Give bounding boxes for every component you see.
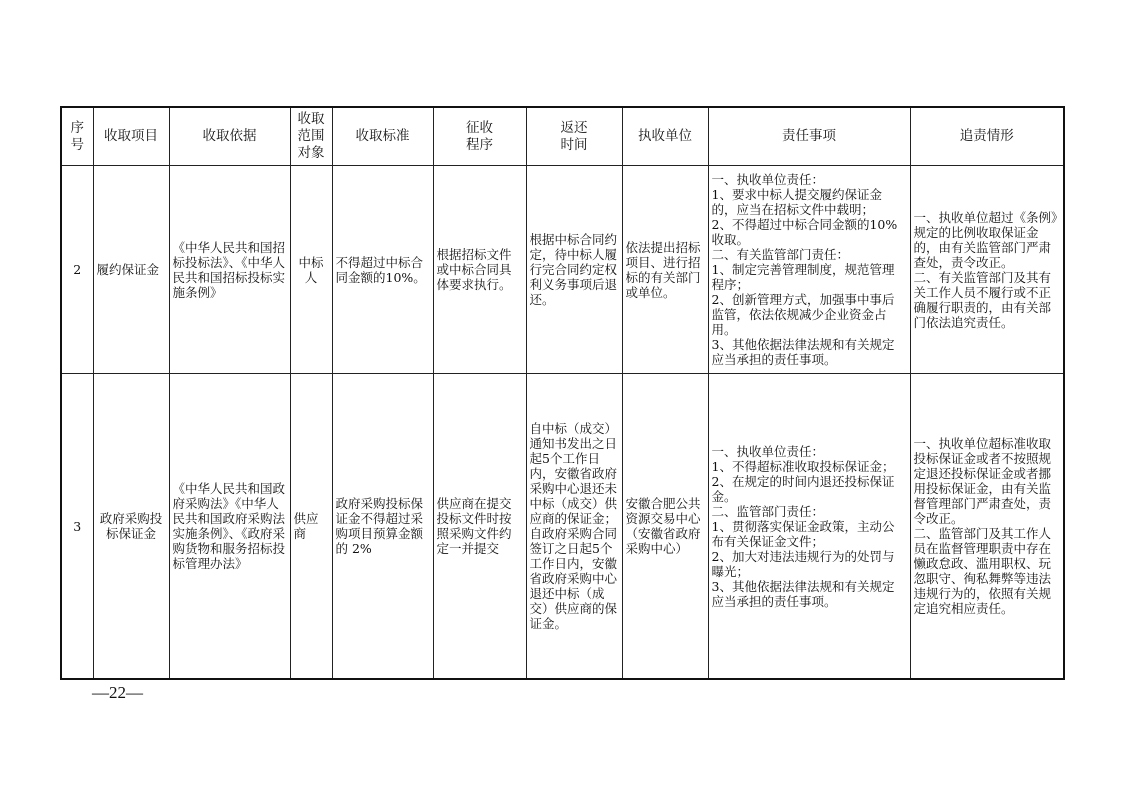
header-standard: 收取标准 (332, 107, 433, 166)
cell-basis: 《中华人民共和国招标投标法》、《中华人民共和国招标投标实施条例》 (169, 166, 290, 374)
cell-unit: 依法提出招标项目、进行招标的有关部门或单位。 (622, 166, 708, 374)
cell-standard: 政府采购投标保证金不得超过采购项目预算金额的 2% (332, 374, 433, 680)
cell-accountability: 一、执收单位超过《条例》规定的比例收取保证金的，由有关监管部门严肃查处，责令改正。 二、有关监管部门及其有关工作人员不履行或不正确履行职责的，由有关部门依法追究责任。 (910, 166, 1064, 374)
page-number: —22— (92, 683, 143, 702)
cell-scope: 中标人 (290, 166, 332, 374)
cell-duty: 一、执收单位责任： 1、要求中标人提交履约保证金的，应当在招标文件中载明； 2、不得超过中标合同金额的10%收取。 二、有关监管部门责任： 1、制定完善管理制度，规范管理程序； 2、创新管理方式，加强事中事后监管，依法依规减少企业资金占用。 3、其他依据法律法规和有关规定应当承担的责任事项。 (708, 166, 910, 374)
cell-basis: 《中华人民共和国政府采购法》《中华人民共和国政府采购法实施条例》、《政府采购货物和服务招标投标管理办法》 (169, 374, 290, 680)
table-row (61, 374, 1064, 680)
header-duty: 责任事项 (708, 107, 910, 166)
header-accountability: 追责情形 (910, 107, 1064, 166)
table-header-row (61, 107, 1064, 166)
cell-item: 政府采购投标保证金 (93, 374, 169, 680)
header-item: 收取项目 (93, 107, 169, 166)
cell-procedure: 根据招标文件或中标合同具体要求执行。 (433, 166, 526, 374)
header-procedure: 征收 程序 (433, 107, 526, 166)
cell-unit: 安徽合肥公共资源交易中心（安徽省政府采购中心） (622, 374, 708, 680)
cell-seq: 3 (61, 374, 93, 680)
cell-accountability: 一、执收单位超标准收取投标保证金或者不按照规定退还投标保证金或者挪用投标保证金，由有关监督管理部门严肃查处，责令改正。 二、监管部门及其工作人员在监督管理职责中存在懒政怠政、滥用职权、玩忽职守、徇私舞弊等违法违规行为的，依照有关规定追究相应责任。 (910, 374, 1064, 680)
cell-duty: 一、执收单位责任： 1、不得超标准收取投标保证金； 2、在规定的时间内退还投标保证金。 二、监管部门责任： 1、贯彻落实保证金政策，主动公布有关保证金文件； 2、加大对违法违规行为的处罚与曝光； 3、其他依据法律法规和有关规定应当承担的责任事项。 (708, 374, 910, 680)
header-unit: 执收单位 (622, 107, 708, 166)
cell-item: 履约保证金 (93, 166, 169, 374)
table-row (61, 166, 1064, 374)
header-basis: 收取依据 (169, 107, 290, 166)
header-return-time: 返还 时间 (526, 107, 622, 166)
cell-return-time: 自中标（成交）通知书发出之日起5个工作日内，安徽省政府采购中心退还未中标（成交）供应商的保证金；自政府采购合同签订之日起5个工作日内，安徽省政府采购中心退还中标（成交）供应商的保证金。 (526, 374, 622, 680)
fee-items-table (60, 106, 1065, 680)
header-seq: 序 号 (61, 107, 93, 166)
cell-return-time: 根据中标合同约定，待中标人履行完合同约定权利义务事项后退还。 (526, 166, 622, 374)
cell-scope: 供应商 (290, 374, 332, 680)
cell-standard: 不得超过中标合同金额的10%。 (332, 166, 433, 374)
cell-seq: 2 (61, 166, 93, 374)
header-scope: 收取 范围 对象 (290, 107, 332, 166)
cell-procedure: 供应商在提交投标文件时按照采购文件约定一并提交 (433, 374, 526, 680)
